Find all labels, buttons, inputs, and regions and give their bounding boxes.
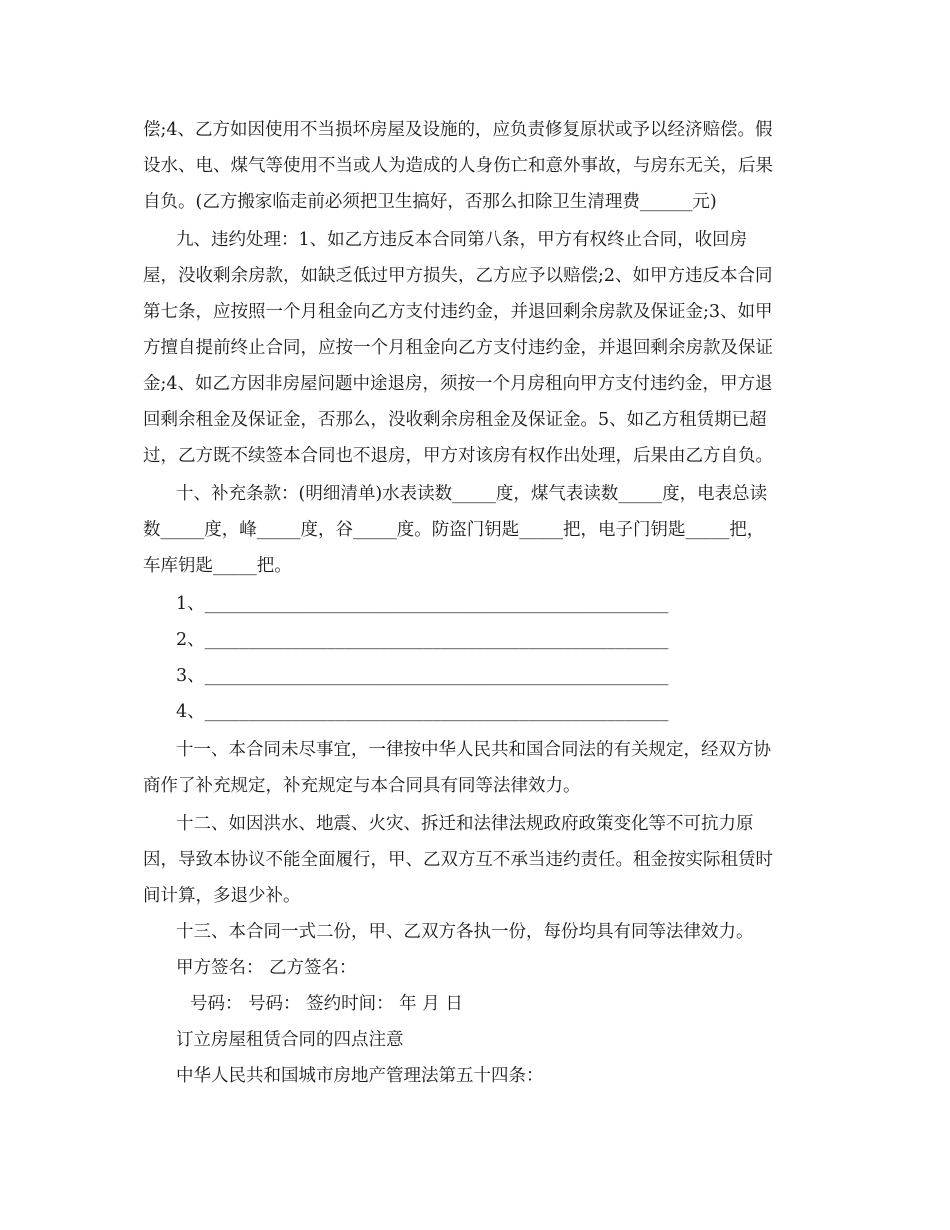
text-line: 九、违约处理：1、如乙方违反本合同第八条，甲方有权终止合同，收回房 bbox=[176, 230, 748, 250]
text-line: 十三、本合同一式二份，甲、乙双方各执一份，每份均具有同等法律效力。 bbox=[176, 922, 754, 942]
text-line: 中华人民共和国城市房地产管理法第五十四条： bbox=[176, 1066, 544, 1086]
text-line: 自负。(乙方搬家临走前必须把卫生搞好，否那么扣除卫生清理费______元) bbox=[143, 192, 717, 212]
text-line: 过，乙方既不续签本合同也不退房，甲方对该房有权作出处理，后果由乙方自负。 bbox=[143, 446, 773, 466]
text-line: 第七条，应按照一个月租金向乙方支付违约金，并退回剩余房款及保证金;3、如甲 bbox=[143, 302, 773, 322]
text-line: 车库钥匙_____把。 bbox=[143, 556, 292, 576]
text-line: 十一、本合同未尽事宜，一律按中华人民共和国合同法的有关规定，经双方协 bbox=[176, 740, 771, 760]
blank-list-item: 1、_____________________________________________________ bbox=[176, 594, 669, 614]
text-line: 间计算，多退少补。 bbox=[143, 886, 301, 906]
text-line: 数_____度，峰_____度，谷_____度。防盗门钥匙_____把，电子门钥匙_____把， bbox=[143, 520, 765, 540]
signature-line: 甲方签名： 乙方签名： bbox=[176, 958, 357, 978]
text-line: 十二、如因洪水、地震、火灾、拆迁和法律法规政府政策变化等不可抗力原 bbox=[176, 814, 754, 834]
text-line: 十、补充条款：(明细清单)水表读数_____度，煤气表读数_____度，电表总读 bbox=[176, 484, 768, 504]
text-line: 设水、电、煤气等使用不当或人为造成的人身伤亡和意外事故，与房东无关，后果 bbox=[143, 156, 773, 176]
text-line: 方擅自提前终止合同，应按一个月租金向乙方支付违约金，并退回剩余房款及保证 bbox=[143, 338, 773, 358]
text-line: 屋，没收剩余房款，如缺乏低过甲方损失，乙方应予以赔偿;2、如甲方违反本合同 bbox=[143, 266, 773, 286]
blank-list-item: 2、_____________________________________________________ bbox=[176, 630, 669, 650]
text-line: 金;4、如乙方因非房屋问题中途退房，须按一个月房租向甲方支付违约金，甲方退 bbox=[143, 374, 773, 394]
text-line: 商作了补充规定，补充规定与本合同具有同等法律效力。 bbox=[143, 776, 581, 796]
text-line: 回剩余租金及保证金，否那么，没收剩余房租金及保证金。5、如乙方租赁期已超 bbox=[143, 410, 767, 430]
text-line: 偿;4、乙方如因使用不当损坏房屋及设施的，应负责修复原状或予以经济赔偿。假 bbox=[143, 120, 773, 140]
section-heading: 订立房屋租赁合同的四点注意 bbox=[176, 1030, 404, 1050]
blank-list-item: 3、_____________________________________________________ bbox=[176, 666, 669, 686]
text-line: 因，导致本协议不能全面履行，甲、乙双方互不承当违约责任。租金按实际租赁时 bbox=[143, 850, 773, 870]
signature-detail-line: 号码： 号码： 签约时间： 年 月 日 bbox=[190, 994, 463, 1014]
blank-list-item: 4、_____________________________________________________ bbox=[176, 702, 669, 722]
